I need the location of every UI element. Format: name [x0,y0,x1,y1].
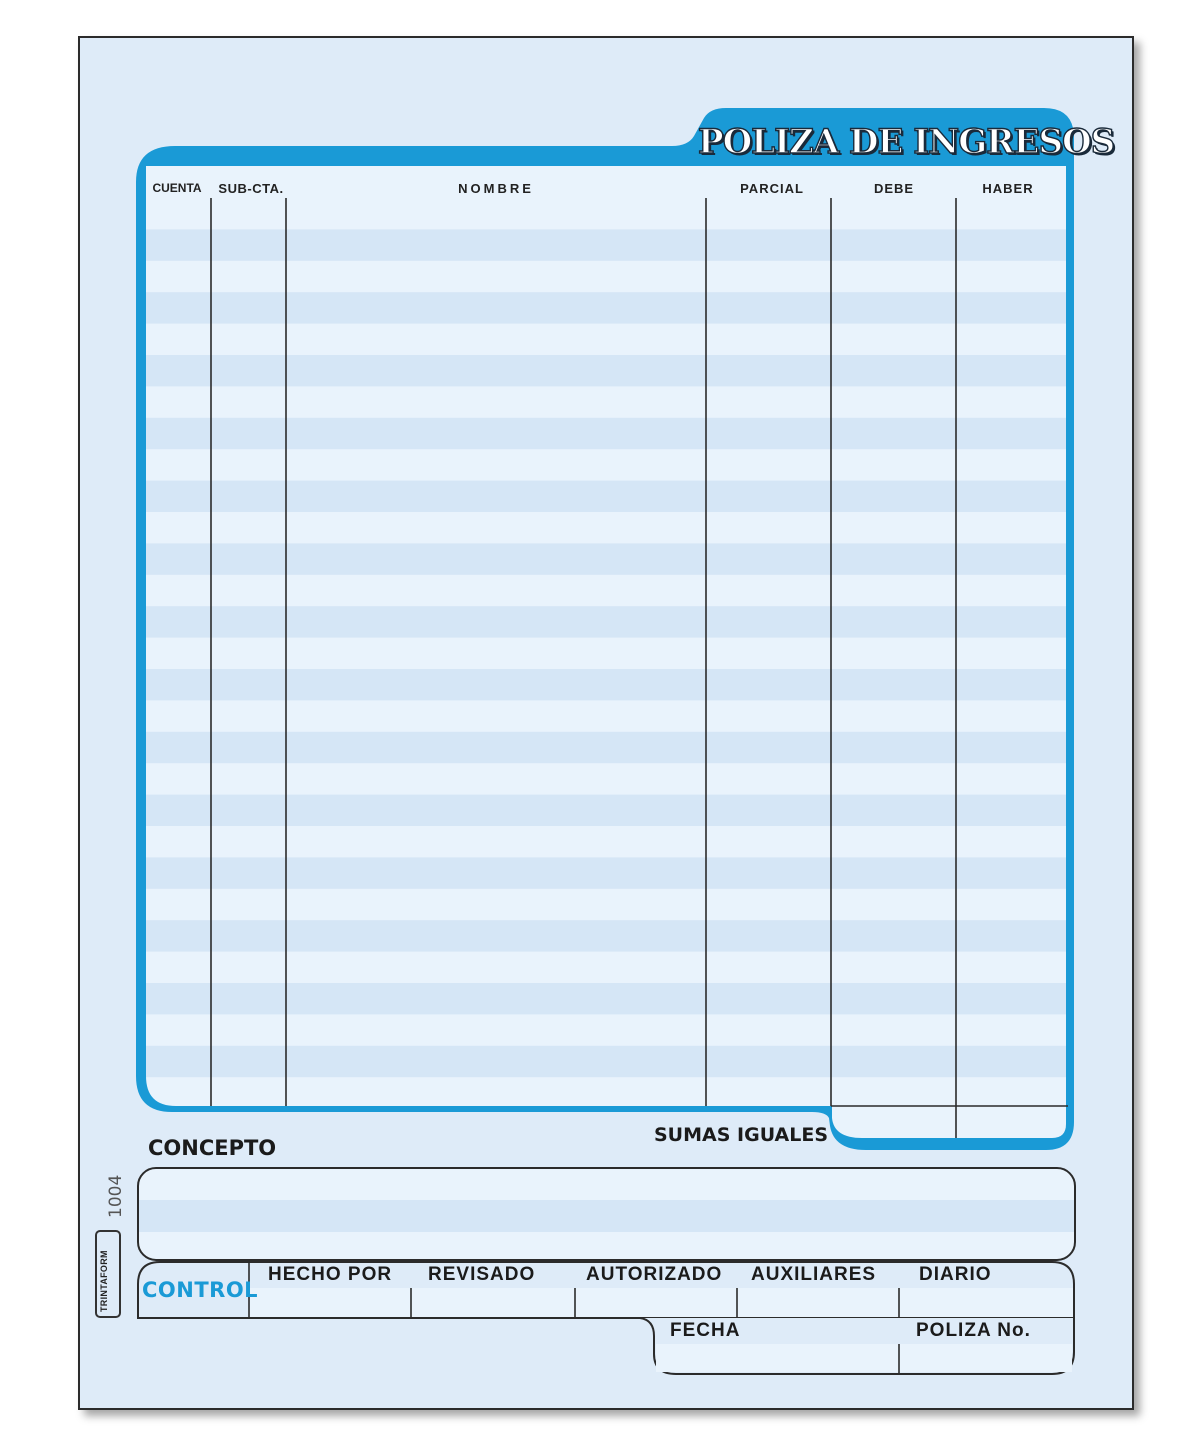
column-header-debe: DEBE [873,181,915,196]
column-header-nombre: NOMBRE [458,181,534,196]
concepto-box [138,1168,1075,1260]
concepto-label: CONCEPTO [148,1136,277,1160]
diario-label: DIARIO [919,1264,992,1285]
form-title: POLIZA DE INGRESOS [698,122,1115,162]
frame-inner [146,166,1066,1106]
hecho-por-label: HECHO POR [268,1264,393,1285]
autorizado-label: AUTORIZADO [586,1264,723,1285]
brand-logo [95,1230,121,1318]
sumas-iguales-label: SUMAS IGUALES [654,1124,829,1146]
control-label: CONTROL [142,1278,259,1302]
column-header-sub-cta: SUB-CTA. [218,181,284,196]
column-header-parcial: PARCIAL [740,181,804,196]
sumas-area [832,1106,1066,1138]
brand-logo-text: TRINTAFORM [99,1250,109,1312]
poliza-no-label: POLIZA No. [916,1320,1031,1341]
fecha-label: FECHA [670,1320,741,1341]
auxiliares-label: AUXILIARES [751,1264,877,1285]
column-header-haber: HABER [982,181,1034,196]
form-number: 1004 [106,1174,126,1218]
column-header-cuenta: CUENTA [152,181,202,195]
revisado-label: REVISADO [428,1264,536,1285]
